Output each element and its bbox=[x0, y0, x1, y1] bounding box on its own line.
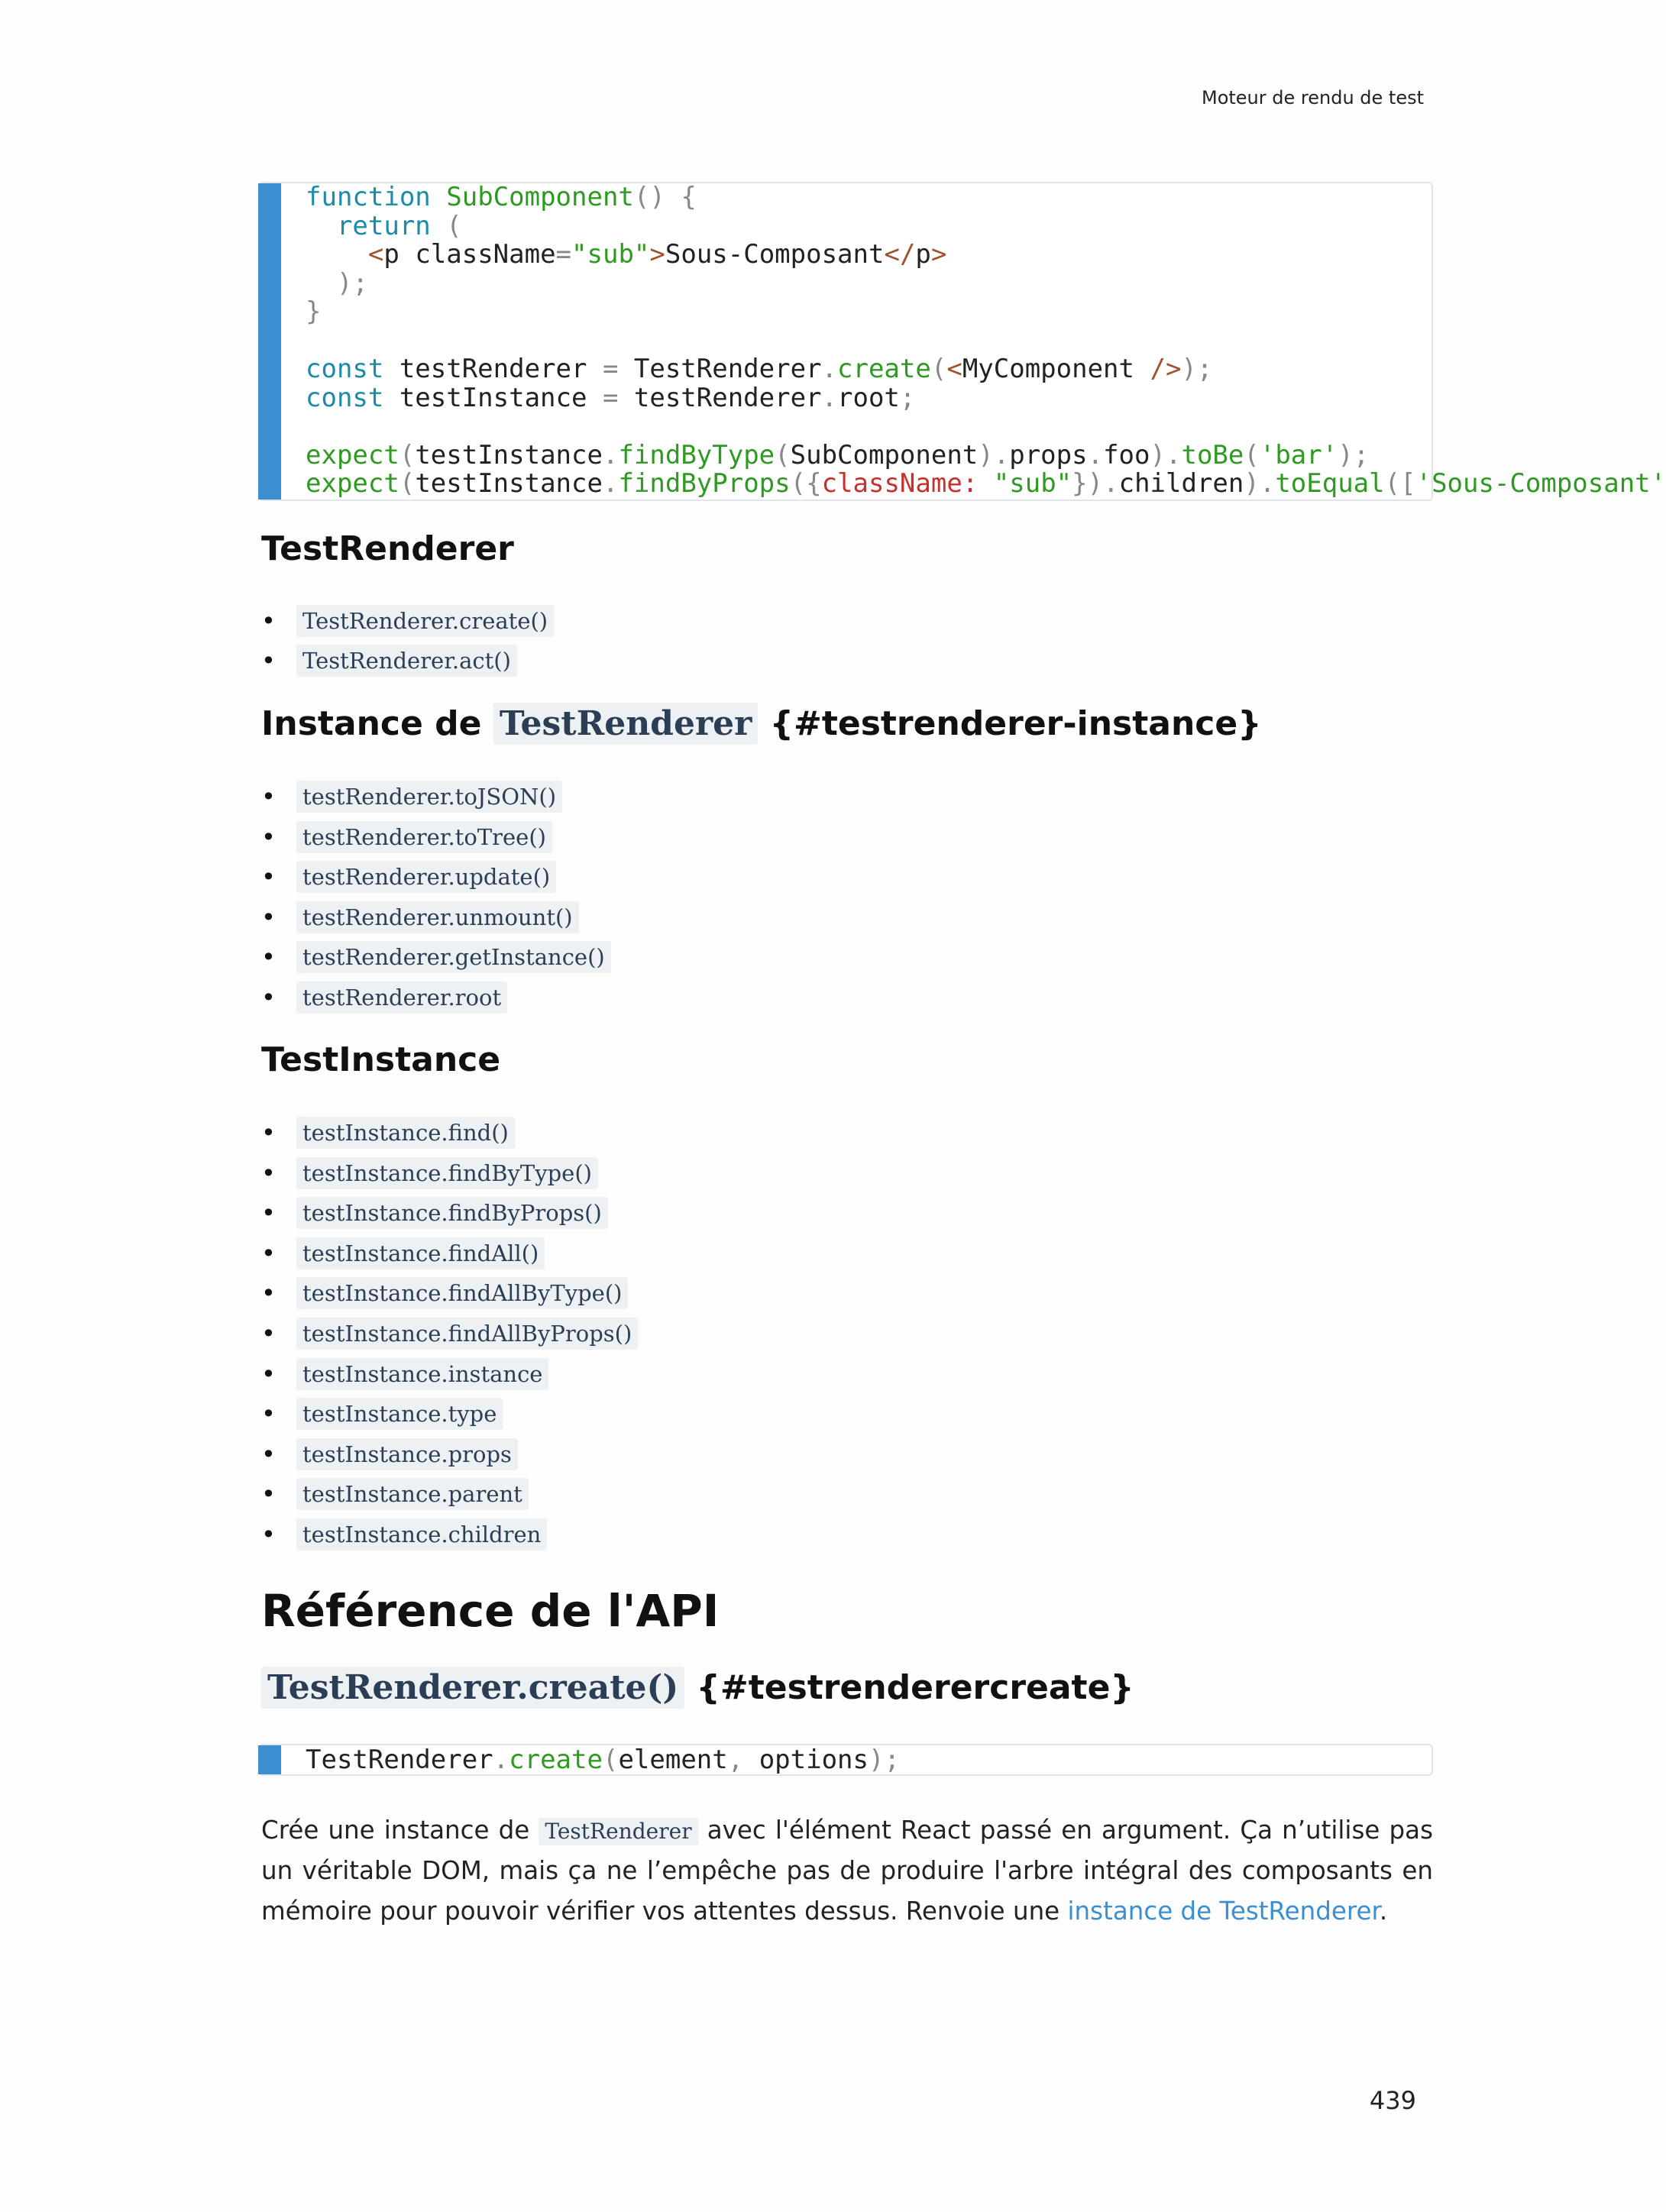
list-item bbox=[261, 781, 611, 821]
list-item bbox=[261, 1358, 638, 1399]
code-inline[interactable]: testInstance.props bbox=[296, 1438, 518, 1470]
code-line-5: } bbox=[306, 296, 322, 327]
code-inline[interactable]: testRenderer.getInstance() bbox=[296, 941, 611, 973]
para-text-2: avec l'élément React passé en argument. Ça n’utilise pas un véritable DOM, mais ça ne l’empêche pas de produire l'arbre intégral des composants en mémoire pour pouvoir vérifier vos attentes dessus. Renvoie une bbox=[261, 1816, 1433, 1926]
heading-testrenderer-instance bbox=[261, 704, 1262, 743]
list-item bbox=[261, 1518, 638, 1559]
heading-api-reference: Référence de l'API bbox=[261, 1585, 720, 1637]
heading-testinstance: TestInstance bbox=[261, 1040, 501, 1079]
list-item bbox=[261, 1117, 638, 1157]
list-item bbox=[261, 821, 611, 862]
list-item bbox=[261, 1438, 638, 1479]
code-inline[interactable]: testInstance.type bbox=[296, 1398, 503, 1430]
code-line-4: ); bbox=[336, 267, 368, 299]
code-line-6 bbox=[306, 325, 321, 356]
code-inline[interactable]: testInstance.findAll() bbox=[296, 1237, 545, 1269]
code-signature: TestRenderer.create(element, options); bbox=[306, 1745, 900, 1775]
code-line-7: const testRenderer = TestRenderer.create(<MyComponent />); bbox=[306, 354, 1213, 384]
page-number: 439 bbox=[1369, 2086, 1416, 2115]
heading-code: TestRenderer bbox=[493, 703, 758, 745]
testinstance-list bbox=[261, 1117, 638, 1559]
code-line-2: return ( bbox=[336, 210, 462, 241]
code-line-8: const testInstance = testRenderer.root; bbox=[306, 382, 916, 413]
code-inline[interactable]: testInstance.findAllByProps() bbox=[296, 1318, 638, 1350]
para-text-1: Crée une instance de bbox=[261, 1816, 530, 1845]
code-line-10: expect(testInstance.findByType(SubComponent).props.foo).toBe('bar'); bbox=[306, 439, 1370, 471]
list-item bbox=[261, 1197, 638, 1237]
code-inline[interactable]: testInstance.children bbox=[296, 1518, 547, 1551]
running-header: Moteur de rendu de test bbox=[1201, 87, 1424, 108]
code-inline[interactable]: testRenderer.update() bbox=[296, 861, 556, 893]
list-item bbox=[261, 1277, 638, 1318]
code-lines bbox=[258, 182, 1666, 499]
heading-testrenderer: TestRenderer bbox=[261, 529, 514, 568]
testrenderer-instance-list bbox=[261, 781, 611, 1022]
code-inline[interactable]: testRenderer.toJSON() bbox=[296, 781, 562, 813]
list-item bbox=[261, 1398, 638, 1438]
heading-anchor: {#testrenderercreate} bbox=[696, 1668, 1134, 1707]
list-item bbox=[261, 981, 611, 1022]
code-line-11: expect(testInstance.findByProps({className: "sub"}).children).toEqual(['Sous-Composant' bbox=[306, 468, 1666, 499]
code-inline[interactable]: testInstance.findAllByType() bbox=[296, 1277, 628, 1309]
list-item bbox=[261, 605, 554, 645]
code-inline[interactable]: testInstance.instance bbox=[296, 1358, 548, 1390]
code-inline[interactable]: TestRenderer.act() bbox=[296, 645, 517, 677]
list-item bbox=[261, 941, 611, 981]
code-inline[interactable]: testInstance.findByType() bbox=[296, 1157, 598, 1189]
heading-code: TestRenderer.create() bbox=[261, 1667, 684, 1709]
heading-testrenderer-create bbox=[261, 1668, 1134, 1707]
instance-link[interactable]: instance de TestRenderer bbox=[1067, 1897, 1380, 1926]
code-line-3: <p className="sub">Sous-Composant</p> bbox=[367, 239, 947, 270]
code-block-usage bbox=[258, 182, 1666, 501]
list-item bbox=[261, 901, 611, 942]
code-inline[interactable]: TestRenderer.create() bbox=[296, 605, 554, 637]
code-inline[interactable]: testRenderer.root bbox=[296, 981, 507, 1014]
description-paragraph bbox=[261, 1810, 1433, 1932]
heading-anchor: {#testrenderer-instance} bbox=[769, 704, 1262, 743]
code-inline: TestRenderer bbox=[539, 1818, 697, 1845]
list-item bbox=[261, 1157, 638, 1198]
code-inline[interactable]: testRenderer.unmount() bbox=[296, 901, 579, 933]
list-item bbox=[261, 1237, 638, 1278]
list-item bbox=[261, 861, 611, 901]
code-block-signature bbox=[258, 1744, 1433, 1776]
heading-prefix: Instance de bbox=[261, 704, 482, 743]
list-item bbox=[261, 645, 554, 684]
code-inline[interactable]: testInstance.find() bbox=[296, 1117, 515, 1149]
code-line-9 bbox=[306, 411, 321, 441]
testrenderer-list bbox=[261, 605, 554, 684]
code-line-1: function SubComponent() { bbox=[306, 182, 697, 212]
list-item bbox=[261, 1318, 638, 1358]
code-inline[interactable]: testInstance.findByProps() bbox=[296, 1197, 608, 1229]
code-inline[interactable]: testRenderer.toTree() bbox=[296, 821, 552, 853]
para-text-3: . bbox=[1379, 1897, 1388, 1926]
code-lines bbox=[258, 1745, 1431, 1774]
code-inline[interactable]: testInstance.parent bbox=[296, 1478, 529, 1510]
list-item bbox=[261, 1478, 638, 1518]
